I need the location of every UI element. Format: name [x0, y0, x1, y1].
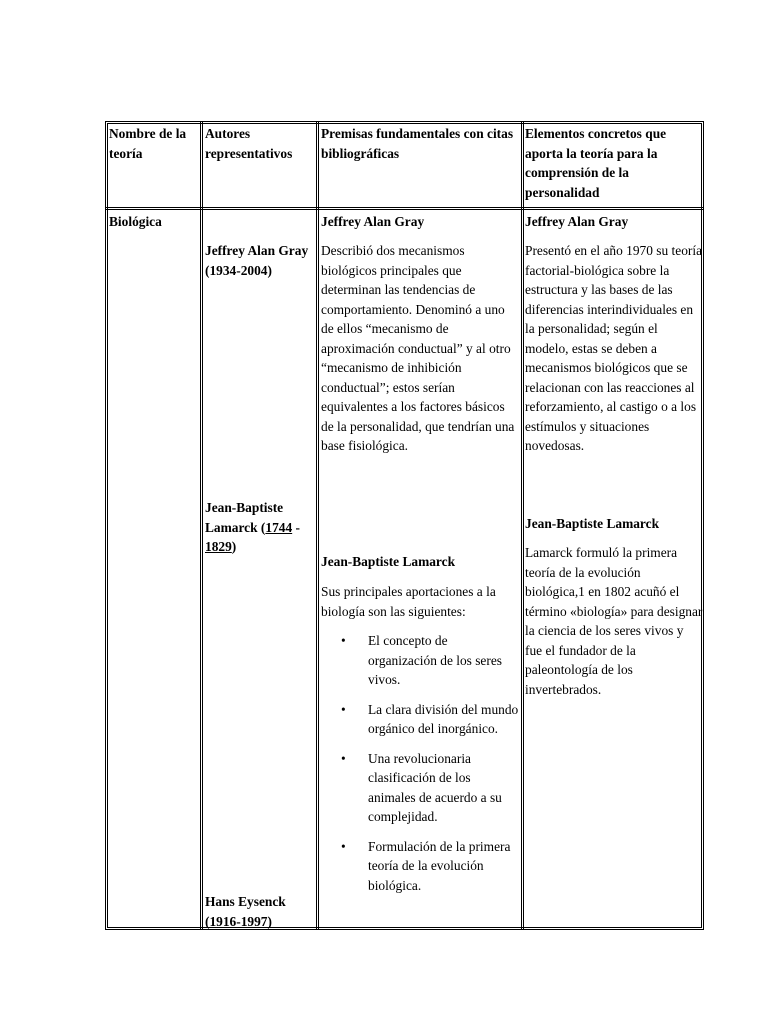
author-eysenck: Hans Eysenck (1916-1997): [205, 894, 286, 929]
list-item: [321, 837, 519, 896]
bullet-icon: •: [341, 633, 346, 648]
author-lamarck: [205, 498, 315, 557]
bullet-icon: •: [341, 750, 346, 766]
premise-gray-title: Jeffrey Alan Gray: [321, 214, 425, 229]
premise-lamarck-title: Jean-Baptiste Lamarck: [321, 554, 456, 569]
element-lamarck-title: Jean-Baptiste Lamarck: [525, 516, 660, 531]
list-item-text: Formulación de la primera teoría de la evolución biológica.: [368, 838, 511, 893]
list-item-text: El concepto de organización de los seres vivos.: [368, 633, 502, 687]
lamarck-birth-link[interactable]: 1744: [265, 519, 293, 535]
premise-bullet-list: [321, 631, 519, 905]
author-gray: Jeffrey Alan Gray (1934-2004): [205, 243, 309, 278]
header-authors: Autores representativos: [205, 126, 293, 161]
header-premises: Premisas fundamentales con citas bibliográficas: [321, 126, 514, 161]
bullet-icon: •: [341, 838, 346, 854]
lamarck-death-link[interactable]: 1829: [205, 539, 232, 554]
premise-lamarck-intro: Sus principales aportaciones a la biología son las siguientes:: [321, 584, 496, 619]
list-item-text: Una revolucionaria clasificación de los animales de acuerdo a su complejidad.: [368, 750, 502, 824]
header-theory-name: Nombre de la teoría: [109, 126, 187, 161]
header-divider: [105, 207, 704, 210]
premise-gray-text: Describió dos mecanismos biológicos principales que determinan las tendencias de comportamiento. Denominó a uno de ellos “mecanismo de aproximación conductual” y al otro “mecanismo de inhibición conductual”; estos serían equivalentes a los factores básicos de la personalidad, que tendrían una base fisiológica.: [321, 243, 515, 453]
column-divider: [521, 121, 524, 930]
list-item: [321, 700, 519, 739]
author-lamarck-name: Jean-Baptiste Lamarck (: [205, 500, 284, 535]
element-gray-text: Presentó en el año 1970 su teoría factorial-biológica sobre la estructura y las bases de las diferencias interindividuales en la personalidad; según el modelo, estas se deben a mecanismos biológicos que se relacionan con las reacciones al reforzamiento, al castigo o a los estímulos y situaciones novedosas.: [525, 243, 703, 453]
author-lamarck-sep: -: [292, 519, 300, 535]
list-item-text: La clara división del mundo orgánico del inorgánico.: [368, 701, 519, 736]
list-item: [321, 749, 519, 827]
theory-name: Biológica: [109, 214, 162, 229]
header-elements: Elementos concretos que aporta la teoría para la comprensión de la personalidad: [525, 126, 667, 200]
column-divider: [200, 121, 203, 930]
element-lamarck-text: Lamarck formuló la primera teoría de la evolución biológica,1 en 1802 acuñó el término «biología» para designar la ciencia de los seres vivos y fue el fundador de la paleontología de los invertebrados.: [525, 545, 703, 697]
list-item: [321, 631, 519, 690]
author-lamarck-close: ): [231, 539, 237, 554]
element-gray-title: Jeffrey Alan Gray: [525, 214, 629, 229]
bullet-icon: •: [341, 701, 346, 717]
